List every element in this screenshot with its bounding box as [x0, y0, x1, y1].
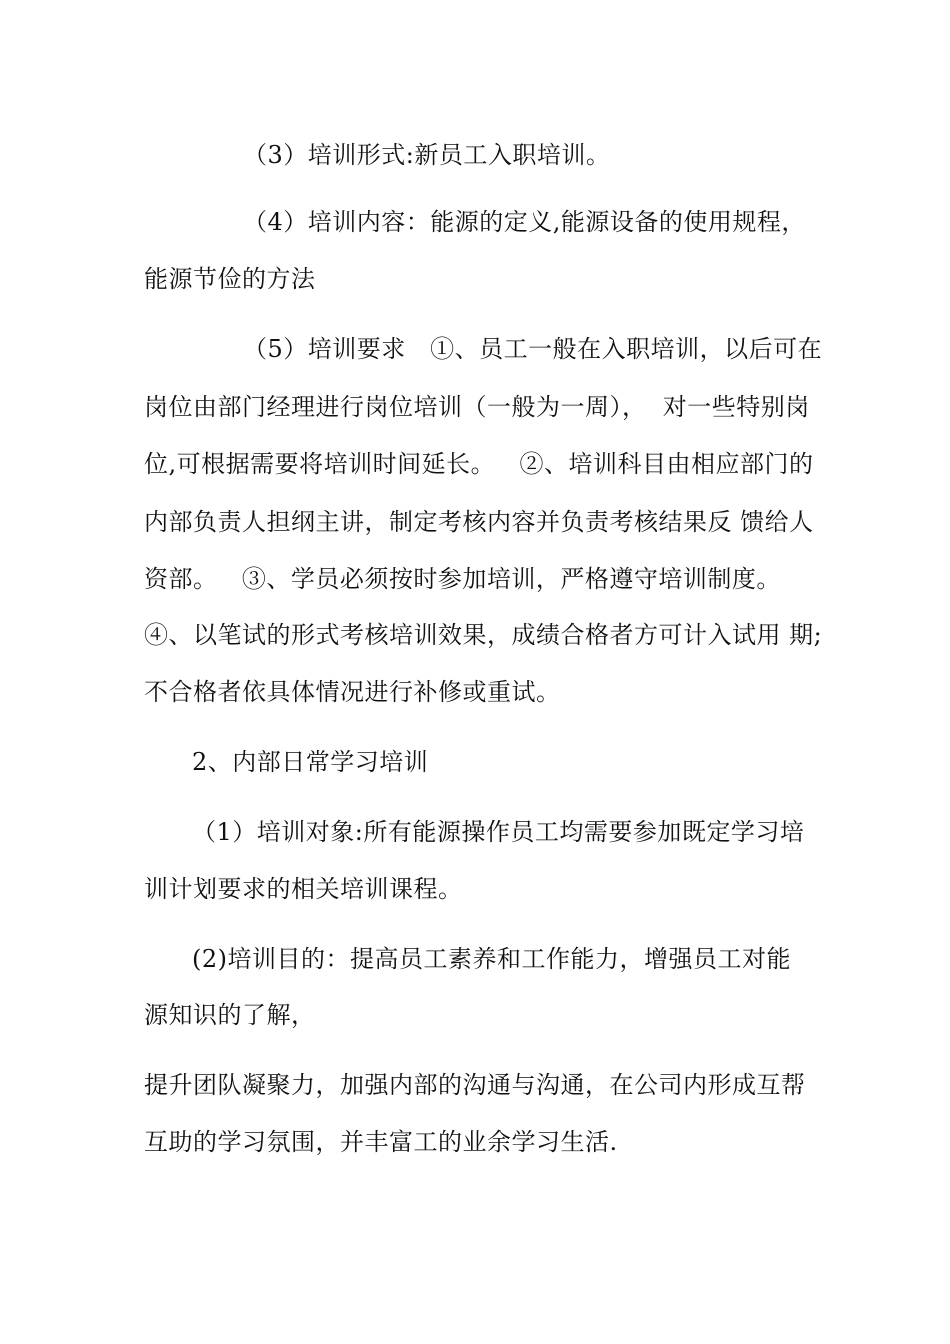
- text-line: 内部负责人担纲主讲，制定考核内容并负责考核结果反 馈给人: [144, 508, 814, 536]
- text-line: 互助的学习氛围，并丰富工的业余学习生活.: [144, 1128, 618, 1156]
- text-line: 能源节俭的方法: [144, 265, 316, 293]
- text-line: （4）培训内容：能源的定义,能源设备的使用规程，: [243, 208, 806, 236]
- text-line: 资部。 ③、学员必须按时参加培训，严格遵守培训制度。: [144, 565, 781, 593]
- text-line: （5）培训要求 ①、员工一般在入职培训，以后可在: [243, 335, 823, 363]
- text-line: (2)培训目的：提高员工素养和工作能力，增强员工对能: [192, 945, 791, 973]
- text-line: 岗位由部门经理进行岗位培训（一般为一周）， 对一些特别岗: [144, 393, 810, 421]
- text-line: 训计划要求的相关培训课程。: [144, 875, 463, 903]
- text-line: ④、以笔试的形式考核培训效果，成绩合格者方可计入试用 期;: [144, 621, 823, 649]
- text-line: （1）培训对象:所有能源操作员工均需要参加既定学习培: [192, 818, 805, 846]
- text-line: （3）培训形式:新员工入职培训。: [243, 141, 611, 169]
- section-heading: 2、内部日常学习培训: [192, 748, 429, 776]
- text-line: 提升团队凝聚力，加强内部的沟通与沟通，在公司内形成互帮: [144, 1071, 806, 1099]
- text-line: 不合格者依具体情况进行补修或重试。: [144, 678, 561, 706]
- text-line: 源知识的了解，: [144, 1001, 316, 1029]
- text-line: 位,可根据需要将培训时间延长。 ②、培训科目由相应部门的: [144, 450, 814, 478]
